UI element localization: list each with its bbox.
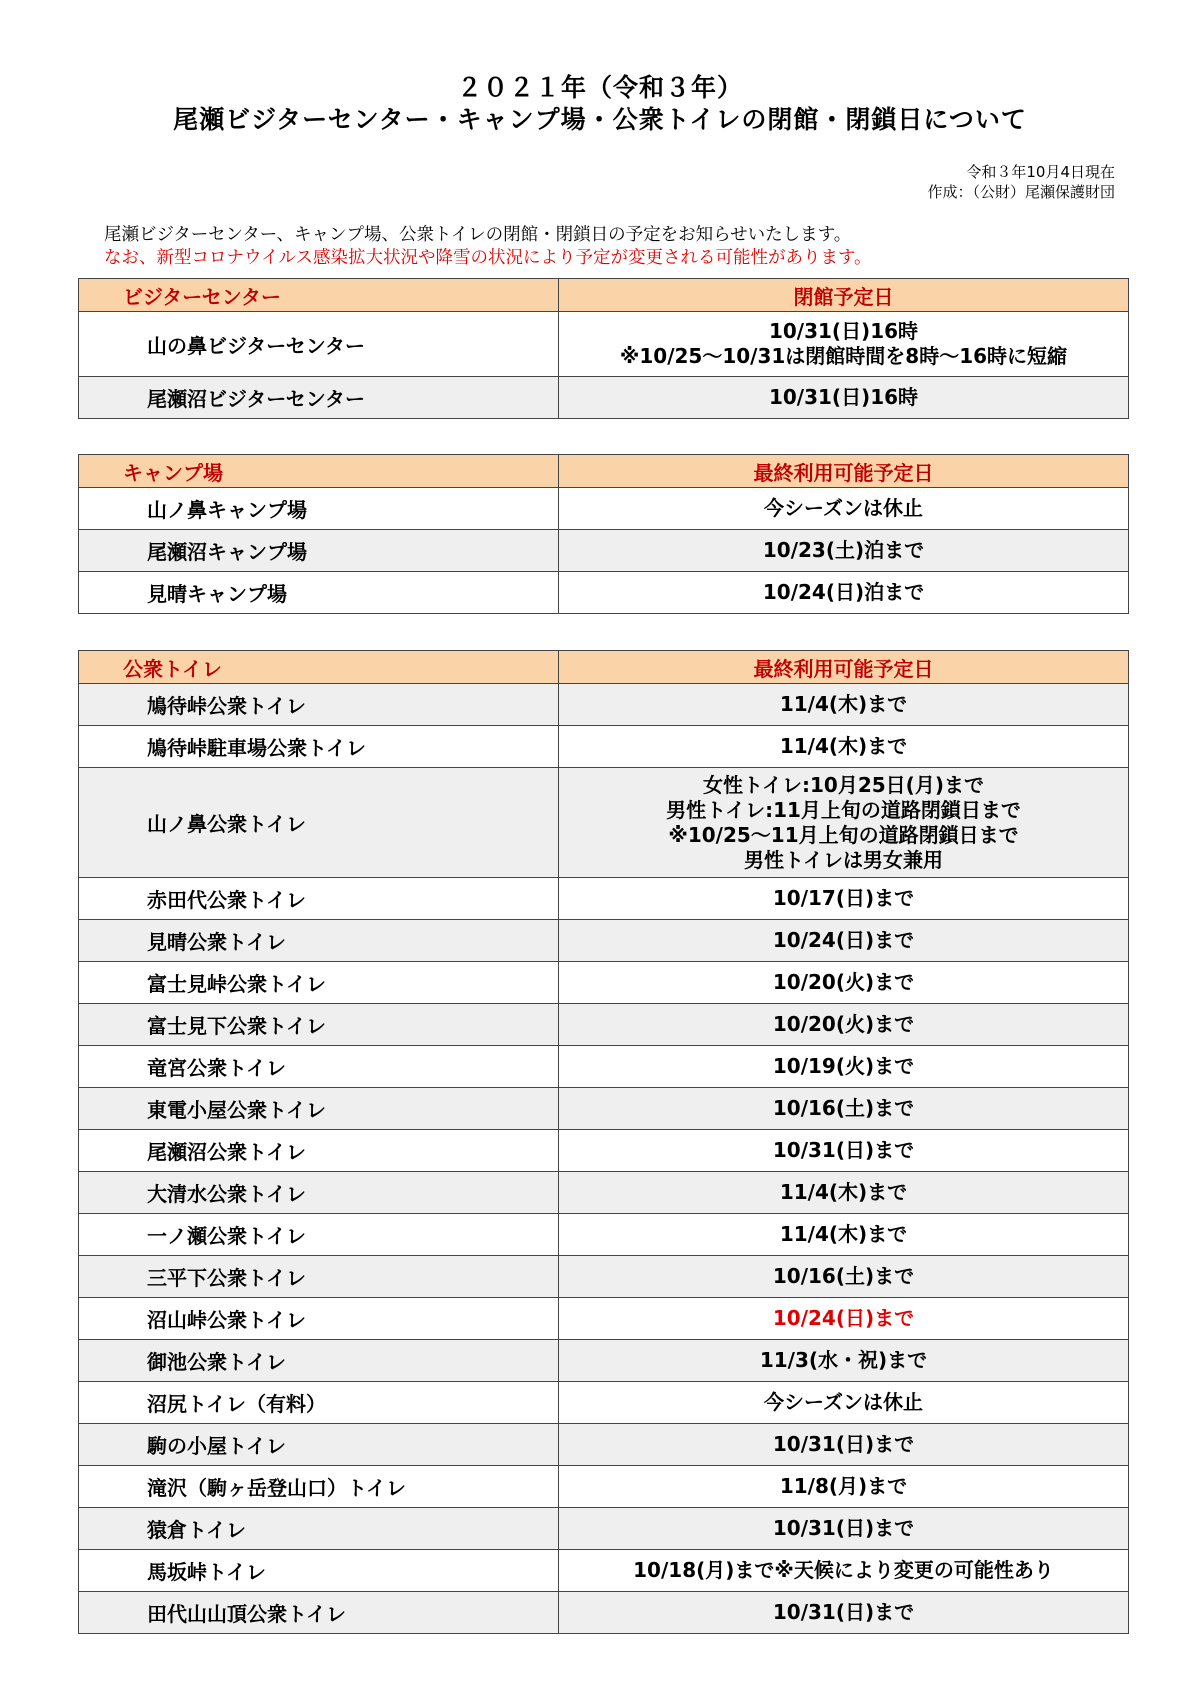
facility-name: 赤田代公衆トイレ	[79, 878, 559, 920]
intro-warning: なお、新型コロナウイルス感染拡大状況や降雪の状況により予定が変更される可能性があります。	[104, 248, 872, 268]
date-line: ※10/25～11月上旬の道路閉鎖日まで	[668, 822, 1019, 847]
facility-name: 一ノ瀬公衆トイレ	[79, 1214, 559, 1256]
facility-name: 鳩待峠駐車場公衆トイレ	[79, 726, 559, 768]
facility-name: 山ノ鼻キャンプ場	[79, 488, 559, 530]
column-header-facility: 公衆トイレ	[79, 651, 559, 684]
table-row	[79, 1004, 1129, 1046]
date-line: 女性トイレ:10月25日(月)まで	[703, 772, 984, 797]
facility-name: 尾瀬沼キャンプ場	[79, 530, 559, 572]
facility-name: 見晴キャンプ場	[79, 572, 559, 614]
last-use-date: 10/16(土)まで	[559, 1256, 1129, 1298]
last-use-date: 10/17(日)まで	[559, 878, 1129, 920]
column-header-facility: キャンプ場	[79, 455, 559, 488]
table-row	[79, 1172, 1129, 1214]
facility-name: 山の鼻ビジターセンター	[79, 312, 559, 377]
intro-text: 尾瀬ビジターセンター、キャンプ場、公衆トイレの閉館・閉鎖日の予定をお知らせいたします。	[104, 225, 852, 245]
table-row	[79, 684, 1129, 726]
facility-name: 沼尻トイレ（有料）	[79, 1382, 559, 1424]
last-use-date-highlight: 10/24(日)まで	[559, 1298, 1129, 1340]
last-use-date: 11/4(木)まで	[559, 726, 1129, 768]
table-row	[79, 1424, 1129, 1466]
document-title: ２０２１年（令和３年）	[456, 73, 743, 102]
facility-name: 田代山山頂公衆トイレ	[79, 1592, 559, 1634]
last-use-date: 10/20(火)まで	[559, 962, 1129, 1004]
closing-date: 10/31(日)16時	[559, 377, 1129, 419]
last-use-date: 10/31(日)まで	[559, 1592, 1129, 1634]
facility-name: 三平下公衆トイレ	[79, 1256, 559, 1298]
facility-name: 馬坂峠トイレ	[79, 1550, 559, 1592]
last-use-date: 10/24(日)泊まで	[559, 572, 1129, 614]
column-header-date: 閉館予定日	[559, 279, 1129, 312]
last-use-date: 今シーズンは休止	[559, 1382, 1129, 1424]
facility-name: 尾瀬沼ビジターセンター	[79, 377, 559, 419]
table-header-row	[79, 455, 1129, 488]
column-header-date: 最終利用可能予定日	[559, 651, 1129, 684]
last-use-date: 11/4(木)まで	[559, 1172, 1129, 1214]
table-row	[79, 920, 1129, 962]
table-row	[79, 1340, 1129, 1382]
facility-name: 尾瀬沼公衆トイレ	[79, 1130, 559, 1172]
facility-name: 富士見峠公衆トイレ	[79, 962, 559, 1004]
column-header-facility: ビジターセンター	[79, 279, 559, 312]
document-author: 作成：（公財）尾瀬保護財団	[927, 183, 1115, 201]
table-row	[79, 488, 1129, 530]
last-use-date: 10/16(土)まで	[559, 1088, 1129, 1130]
closing-note: ※10/25～10/31は閉館時間を8時～16時に短縮	[619, 344, 1068, 368]
table-row	[79, 1508, 1129, 1550]
table-row	[79, 530, 1129, 572]
table-row	[79, 878, 1129, 920]
table-row	[79, 1214, 1129, 1256]
last-use-date: 11/4(木)まで	[559, 1214, 1129, 1256]
table-row	[79, 726, 1129, 768]
facility-name: 山ノ鼻公衆トイレ	[79, 768, 559, 878]
table-header-row	[79, 651, 1129, 684]
last-use-date: 10/23(土)泊まで	[559, 530, 1129, 572]
facility-name: 御池公衆トイレ	[79, 1340, 559, 1382]
last-use-date: 11/3(水・祝)まで	[559, 1340, 1129, 1382]
facility-name: 見晴公衆トイレ	[79, 920, 559, 962]
last-use-date: 10/31(日)まで	[559, 1424, 1129, 1466]
closing-date	[559, 312, 1129, 377]
table-row	[79, 1550, 1129, 1592]
visitor-center-table	[78, 278, 1129, 419]
table-row	[79, 312, 1129, 377]
last-use-date: 10/18(月)まで※天候により変更の可能性あり	[559, 1550, 1129, 1592]
facility-name: 竜宮公衆トイレ	[79, 1046, 559, 1088]
table-row	[79, 768, 1129, 878]
facility-name: 鳩待峠公衆トイレ	[79, 684, 559, 726]
column-header-date: 最終利用可能予定日	[559, 455, 1129, 488]
facility-name: 駒の小屋トイレ	[79, 1424, 559, 1466]
facility-name: 猿倉トイレ	[79, 1508, 559, 1550]
date-line: 男性トイレは男女兼用	[744, 847, 943, 872]
last-use-date: 10/20(火)まで	[559, 1004, 1129, 1046]
table-row	[79, 1466, 1129, 1508]
last-use-date: 今シーズンは休止	[559, 488, 1129, 530]
table-row	[79, 1046, 1129, 1088]
document-date: 令和３年10月4日現在	[966, 163, 1115, 181]
last-use-date: 10/19(火)まで	[559, 1046, 1129, 1088]
table-row	[79, 1256, 1129, 1298]
public-toilet-table	[78, 650, 1129, 1634]
table-row	[79, 1298, 1129, 1340]
document-subtitle: 尾瀬ビジターセンター・キャンプ場・公衆トイレの閉館・閉鎖日について	[173, 105, 1027, 134]
table-row	[79, 1592, 1129, 1634]
last-use-date: 10/31(日)まで	[559, 1508, 1129, 1550]
facility-name: 沼山峠公衆トイレ	[79, 1298, 559, 1340]
facility-name: 滝沢（駒ヶ岳登山口）トイレ	[79, 1466, 559, 1508]
facility-name: 富士見下公衆トイレ	[79, 1004, 559, 1046]
table-header-row	[79, 279, 1129, 312]
campsite-table	[78, 454, 1129, 614]
last-use-date: 10/24(日)まで	[559, 920, 1129, 962]
last-use-date: 11/8(月)まで	[559, 1466, 1129, 1508]
last-use-date: 11/4(木)まで	[559, 684, 1129, 726]
last-use-date	[559, 768, 1129, 878]
table-row	[79, 572, 1129, 614]
table-row	[79, 1088, 1129, 1130]
facility-name: 大清水公衆トイレ	[79, 1172, 559, 1214]
last-use-date: 10/31(日)まで	[559, 1130, 1129, 1172]
facility-name: 東電小屋公衆トイレ	[79, 1088, 559, 1130]
table-row	[79, 1130, 1129, 1172]
date-line: 男性トイレ:11月上旬の道路閉鎖日まで	[666, 797, 1021, 822]
table-row	[79, 1382, 1129, 1424]
closing-date-line: 10/31(日)16時	[768, 319, 919, 343]
table-row	[79, 962, 1129, 1004]
table-row	[79, 377, 1129, 419]
